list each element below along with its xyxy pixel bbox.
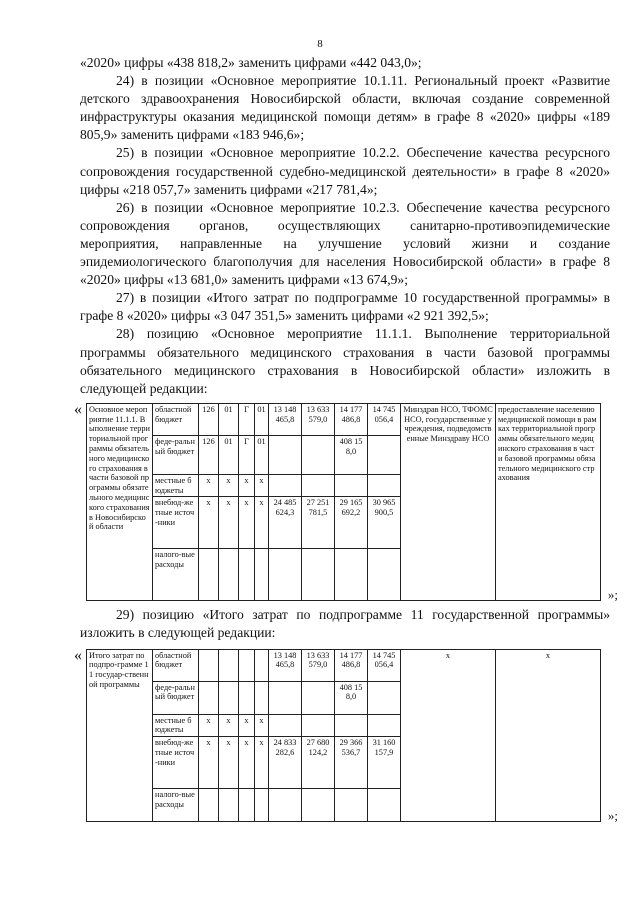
value-cell (302, 435, 335, 474)
value-cell (269, 549, 302, 601)
value-cell: 24 833 282,6 (269, 737, 302, 789)
value-cell: х (255, 714, 269, 737)
value-cell (199, 789, 219, 822)
funding-source-cell: местные бюджеты (153, 474, 199, 497)
funding-source-cell: феде-ральный бюджет (153, 681, 199, 714)
document-body (74, 54, 618, 824)
value-cell: х (199, 737, 219, 789)
value-cell: 01 (219, 403, 239, 435)
value-cell (269, 714, 302, 737)
paragraph: 28) позицию «Основное мероприятие 11.1.1. Выполнение территориальной программы обязательного медицинского страхования в части базовой программы обязательного медицинского страхования в Новосибирской области» изложить в следующей редакции: (80, 326, 610, 396)
value-cell: 13 633 579,0 (302, 403, 335, 435)
value-cell: 01 (255, 435, 269, 474)
value-cell: 14 177 486,8 (335, 403, 368, 435)
value-cell (219, 789, 239, 822)
value-cell (255, 789, 269, 822)
value-cell (269, 435, 302, 474)
value-cell: х (255, 497, 269, 549)
value-cell (269, 474, 302, 497)
value-cell (368, 549, 401, 601)
value-cell (255, 549, 269, 601)
table-2-open-quote: « (74, 646, 82, 664)
position-name-cell: Итого затрат по подпро-грамме 11 государ-ственной программы (87, 649, 153, 822)
value-cell (335, 789, 368, 822)
value-cell (302, 681, 335, 714)
value-cell: Г (239, 403, 255, 435)
paragraphs-before (80, 54, 610, 398)
value-cell (269, 681, 302, 714)
value-cell: х (219, 714, 239, 737)
value-cell (368, 714, 401, 737)
funding-source-cell: областной бюджет (153, 649, 199, 681)
table-2 (86, 649, 601, 823)
value-cell: 13 148 465,8 (269, 403, 302, 435)
table-1-block (74, 400, 618, 603)
value-cell: х (199, 497, 219, 549)
value-cell: 29 366 536,7 (335, 737, 368, 789)
value-cell (368, 474, 401, 497)
value-cell: 24 485 624,3 (269, 497, 302, 549)
funding-source-cell: внебюд-жетные источ-ники (153, 737, 199, 789)
value-cell: х (255, 474, 269, 497)
page-number: 8 (317, 38, 323, 50)
value-cell (199, 649, 219, 681)
funding-source-cell: феде-ральный бюджет (153, 435, 199, 474)
paragraph: 26) в позиции «Основное мероприятие 10.2.3. Обеспечение качества ресурсного сопровождения органов, осуществляющих санитарно-противоэпидемические мероприятия, направленные на улучшение условий жизни и создание эпидемиологического благополучия для населения Новосибирской области» в графе 8 «2020» цифры «13 681,0» заменить цифрами «13 674,9»; (80, 199, 610, 288)
value-cell: 13 633 579,0 (302, 649, 335, 681)
value-cell: х (199, 714, 219, 737)
paragraph: 27) в позиции «Итого затрат по подпрограмме 10 государственной программы» в графе 8 «2020» цифры «3 047 351,5» заменить цифрами «2 921 392,5»; (80, 290, 610, 324)
value-cell: 14 745 056,4 (368, 403, 401, 435)
value-cell: 01 (255, 403, 269, 435)
value-cell: 126 (199, 403, 219, 435)
value-cell: 30 965 900,5 (368, 497, 401, 549)
table-1-close-quote: »; (607, 587, 618, 603)
value-cell (302, 549, 335, 601)
value-cell (239, 681, 255, 714)
value-cell (302, 789, 335, 822)
table-1 (86, 403, 601, 602)
value-cell (219, 681, 239, 714)
value-cell: х (255, 737, 269, 789)
value-cell: 31 160 157,9 (368, 737, 401, 789)
value-cell: 14 177 486,8 (335, 649, 368, 681)
value-cell: 27 251 781,5 (302, 497, 335, 549)
table-row (87, 403, 601, 435)
funding-source-cell: налого-вые расходы (153, 789, 199, 822)
table-row (87, 649, 601, 681)
value-cell (368, 435, 401, 474)
value-cell (199, 549, 219, 601)
value-cell: Г (239, 435, 255, 474)
value-cell (335, 549, 368, 601)
value-cell (239, 549, 255, 601)
value-cell: 29 165 692,2 (335, 497, 368, 549)
value-cell (239, 649, 255, 681)
value-cell: х (239, 714, 255, 737)
table-1-open-quote: « (74, 400, 82, 418)
paragraph: «2020» цифры «438 818,2» заменить цифрами «442 043,0»; (80, 55, 422, 70)
value-cell: х (239, 474, 255, 497)
value-cell: 01 (219, 435, 239, 474)
paragraph: 24) в позиции «Основное мероприятие 10.1.11. Региональный проект «Развитие детского здравоохранения Новосибирской области, включая создание современной инфраструктуры оказания медицинской помощи детям» в графе 8 «2020» цифры «189 805,9» заменить цифрами «183 946,6»; (80, 73, 610, 143)
value-cell: х (219, 497, 239, 549)
value-cell (302, 714, 335, 737)
value-cell: 13 148 465,8 (269, 649, 302, 681)
value-cell: 408 158,0 (335, 681, 368, 714)
value-cell (219, 649, 239, 681)
expected-result-cell: предоставление населению медицинской помощи в рамках территориальной программы обязательного медицинского страхования в части базовой программы обязательного медицинского страхования (496, 403, 601, 601)
value-cell: 126 (199, 435, 219, 474)
value-cell (269, 789, 302, 822)
table-2-close-quote: »; (607, 808, 618, 824)
value-cell: х (239, 497, 255, 549)
table-2-block (74, 646, 618, 824)
value-cell (239, 789, 255, 822)
expected-result-cell: х (496, 649, 601, 822)
value-cell (199, 681, 219, 714)
executors-cell: х (401, 649, 496, 822)
value-cell: 27 680 124,2 (302, 737, 335, 789)
value-cell: 14 745 056,4 (368, 649, 401, 681)
value-cell (255, 681, 269, 714)
value-cell (368, 789, 401, 822)
value-cell: х (219, 737, 239, 789)
value-cell (219, 549, 239, 601)
funding-source-cell: внебюд-жетные источ-ники (153, 497, 199, 549)
funding-source-cell: местные бюджеты (153, 714, 199, 737)
value-cell (368, 681, 401, 714)
value-cell (335, 714, 368, 737)
value-cell (335, 474, 368, 497)
position-name-cell: Основное мероприятие 11.1.1. Выполнение территориальной программы обязательного медицинского страхования в части базовой программы обязательного медицинского страхования в Новосибирской области (87, 403, 153, 601)
funding-source-cell: областной бюджет (153, 403, 199, 435)
value-cell: х (199, 474, 219, 497)
value-cell (302, 474, 335, 497)
value-cell: х (219, 474, 239, 497)
executors-cell: Минздрав НСО, ТФОМС НСО, государственные учреждения, подведомственные Минздраву НСО (401, 403, 496, 601)
value-cell (255, 649, 269, 681)
value-cell: 408 158,0 (335, 435, 368, 474)
paragraph: 25) в позиции «Основное мероприятие 10.2.2. Обеспечение качества ресурсного сопровождения государственной судебно-медицинской деятельности» в графе 8 «2020» цифры «218 057,7» заменить цифрами «217 781,4»; (80, 145, 610, 197)
paragraph-29: 29) позицию «Итого затрат по подпрограмме 11 государственной программы» изложить в следующей редакции: (80, 607, 610, 641)
value-cell: х (239, 737, 255, 789)
funding-source-cell: налого-вые расходы (153, 549, 199, 601)
